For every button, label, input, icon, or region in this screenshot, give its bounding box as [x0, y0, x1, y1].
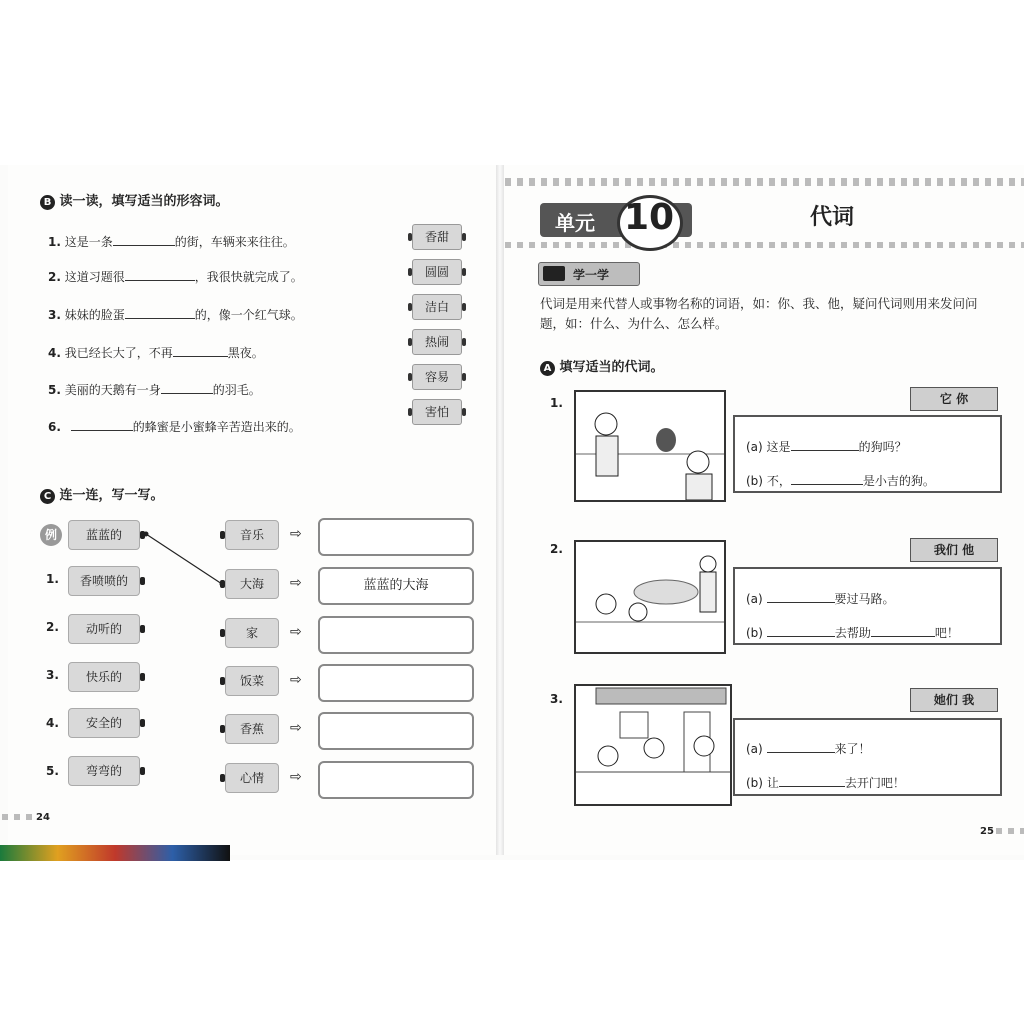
match-right-item[interactable]: 心情 — [225, 763, 279, 793]
match-left-item[interactable]: 动听的 — [68, 614, 140, 644]
scene-illustration — [576, 686, 730, 804]
match-right-item[interactable]: 音乐 — [225, 520, 279, 550]
question-line: (a) 这是 的狗吗？ — [746, 440, 907, 454]
learn-tag-label: 学一学 — [573, 268, 610, 282]
picture-crossing-road — [574, 540, 726, 654]
question-line: (a) 来了！ — [746, 742, 871, 756]
word-tag: 我们 他 — [910, 538, 998, 562]
section-a-badge: A — [540, 361, 555, 376]
word-bank-item: 圆圆 — [412, 259, 462, 285]
section-b-item-4: 4. 我已经长大了，不再 黑夜。 — [48, 346, 264, 360]
answer-blank[interactable] — [767, 591, 835, 603]
arrow-icon: ⇨ — [290, 575, 302, 591]
answer-box[interactable]: 蓝蓝的大海 — [318, 567, 474, 605]
arrow-icon: ⇨ — [290, 720, 302, 736]
answer-blank[interactable] — [767, 741, 835, 753]
example-badge: 例 — [40, 524, 62, 546]
answer-box[interactable] — [318, 518, 474, 556]
answer-box[interactable] — [318, 664, 474, 702]
checker-top-band — [505, 178, 1024, 186]
match-label: 5. — [46, 764, 59, 778]
section-c-badge: C — [40, 489, 55, 504]
answer-box[interactable] — [318, 616, 474, 654]
learn-tag — [538, 262, 640, 286]
match-left-item[interactable]: 弯弯的 — [68, 756, 140, 786]
question-number: 1. — [550, 396, 563, 410]
page-title: 代词 — [810, 205, 855, 230]
answer-blank[interactable] — [767, 625, 835, 637]
checker-bottom-band — [505, 242, 1024, 248]
section-b-item-2: 2. 这道习题很 ，我很快就完成了。 — [48, 270, 303, 284]
answer-blank[interactable] — [871, 625, 935, 637]
word-bank-item: 热闹 — [412, 329, 462, 355]
arrow-icon: ⇨ — [290, 769, 302, 785]
section-b-item-6: 6. 的蜂蜜是小蜜蜂辛苦造出来的。 — [48, 420, 301, 434]
word-bank-item: 洁白 — [412, 294, 462, 320]
word-bank-item: 害怕 — [412, 399, 462, 425]
section-b-item-1: 1. 这是一条 的街，车辆来来往往。 — [48, 235, 295, 249]
match-label: 1. — [46, 572, 59, 586]
word-bank-item: 香甜 — [412, 224, 462, 250]
question-line: (a) 要过马路。 — [746, 592, 895, 606]
match-label: 4. — [46, 716, 59, 730]
answer-blank[interactable] — [791, 473, 863, 485]
match-right-item[interactable]: 饭菜 — [225, 666, 279, 696]
word-bank-item: 容易 — [412, 364, 462, 390]
book-icon — [543, 266, 565, 281]
scene-illustration — [576, 392, 724, 500]
unit-label: 单元 — [555, 211, 595, 235]
question-line: (b) 去帮助 吧！ — [746, 626, 959, 640]
match-right-item[interactable]: 家 — [225, 618, 279, 648]
match-label: 2. — [46, 620, 59, 634]
match-label: 3. — [46, 668, 59, 682]
question-number: 3. — [550, 692, 563, 706]
picture-house-door — [574, 684, 732, 806]
section-c-instruction: 连一连，写一写。 — [59, 488, 164, 503]
match-left-item[interactable]: 香喷喷的 — [68, 566, 140, 596]
question-line: (b) 不， 是小吉的狗。 — [746, 474, 935, 488]
answer-blank[interactable] — [791, 439, 859, 451]
scene-illustration — [576, 542, 724, 652]
answer-box[interactable] — [318, 712, 474, 750]
checker-decoration — [2, 814, 32, 820]
match-right-item[interactable]: 大海 — [225, 569, 279, 599]
section-b-item-5: 5. 美丽的天鹅有一身 的羽毛。 — [48, 383, 261, 397]
question-line: (b) 让 去开门吧！ — [746, 776, 905, 790]
unit-number: 10 — [624, 197, 675, 238]
arrow-icon: ⇨ — [290, 624, 302, 640]
answer-box[interactable] — [318, 761, 474, 799]
page-number-right: 25 — [980, 826, 994, 837]
match-left-item[interactable]: 快乐的 — [68, 662, 140, 692]
match-right-item[interactable]: 香蕉 — [225, 714, 279, 744]
section-a-instruction: 填写适当的代词。 — [559, 360, 664, 375]
answer-blank[interactable] — [779, 775, 845, 787]
question-number: 2. — [550, 542, 563, 556]
section-a-header — [540, 356, 664, 376]
word-tag: 她们 我 — [910, 688, 998, 712]
section-b-instruction: 读一读，填写适当的形容词。 — [59, 194, 229, 209]
match-left-item[interactable]: 安全的 — [68, 708, 140, 738]
arrow-icon: ⇨ — [290, 526, 302, 542]
word-tag: 它 你 — [910, 387, 998, 411]
checker-decoration — [996, 828, 1024, 834]
picture-boy-with-dog — [574, 390, 726, 502]
page-number-left: 24 — [36, 812, 50, 823]
arrow-icon: ⇨ — [290, 672, 302, 688]
match-left-item[interactable]: 蓝蓝的 — [68, 520, 140, 550]
section-b-badge: B — [40, 195, 55, 210]
section-b-item-3: 3. 妹妹的脸蛋 的，像一个红气球。 — [48, 308, 303, 322]
explanation-text: 代词是用来代替人或事物名称的词语，如：你、我、他，疑问代词则用来发问问题，如：什么、为什么、怎么样。 — [540, 296, 978, 331]
